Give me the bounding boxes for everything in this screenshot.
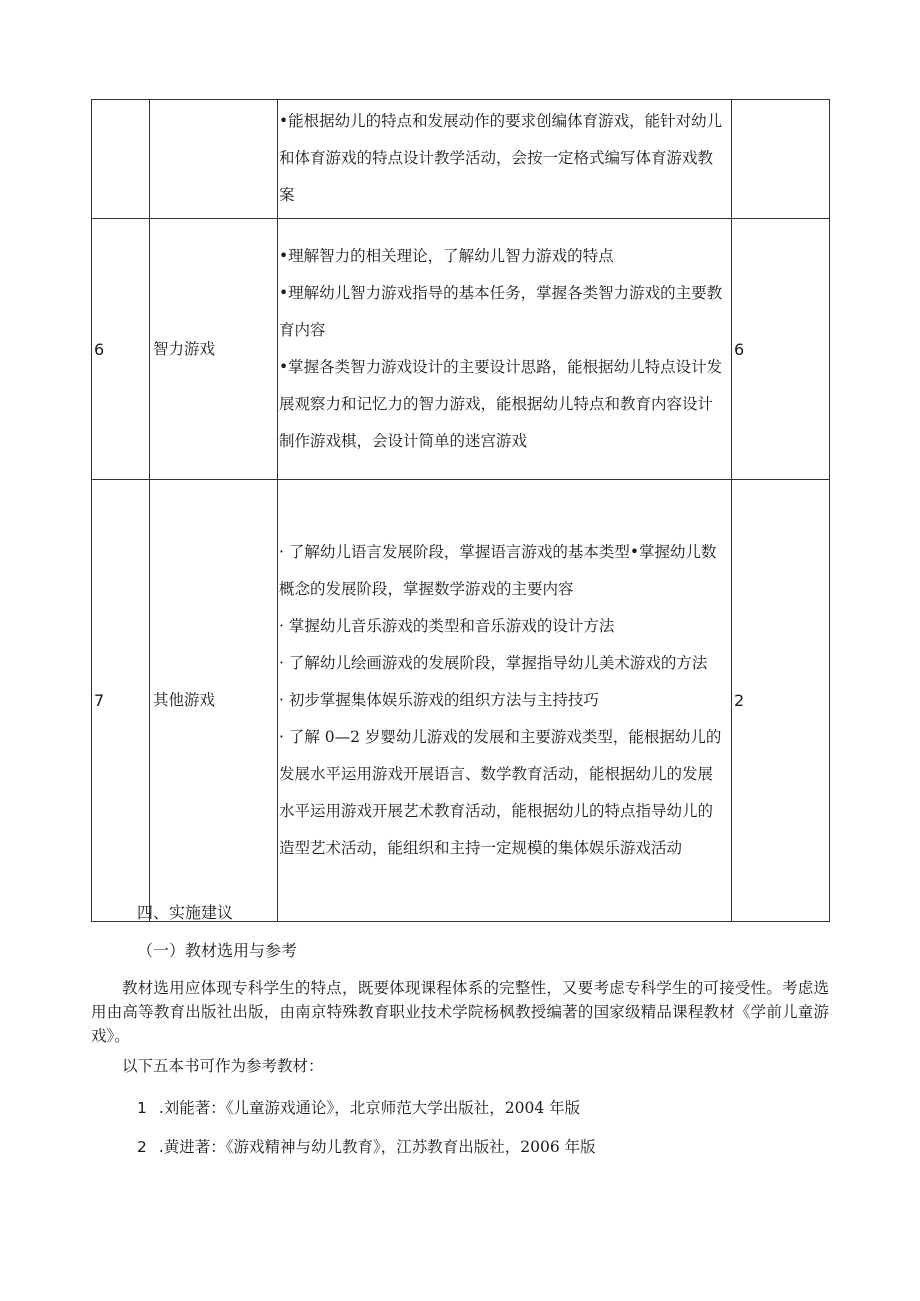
cell-hours bbox=[732, 100, 830, 219]
table-row bbox=[92, 100, 830, 219]
cell-goals bbox=[278, 480, 732, 922]
cell-unit-name bbox=[150, 100, 278, 219]
goal-item: •掌握各类智力游戏设计的主要设计思路，能根据幼儿特点设计发展观察力和记忆力的智力游戏，能根据幼儿特点和教育内容设计制作游戏棋，会设计简单的迷宫游戏 bbox=[279, 357, 723, 450]
goal-item: · 了解幼儿语言发展阶段，掌握语言游戏的基本类型•掌握幼儿数概念的发展阶段，掌握数学游戏的主要内容 bbox=[279, 542, 717, 598]
cell-number: 6 bbox=[92, 219, 150, 480]
cell-goals bbox=[278, 100, 732, 219]
paragraph-textbook: 教材选用应体现专科学生的特点，既要体现课程体系的完整性，又要考虑专科学生的可接受性。考虑选用由高等教育出版社出版，由南京特殊教育职业技术学院杨枫教授编著的国家级精品课程教材《学前儿童游戏》。 bbox=[91, 979, 829, 1045]
paragraph-references-intro: 以下五本书可作为参考教材： bbox=[122, 1057, 324, 1075]
reference-text: .刘能著：《儿童游戏通论》，北京师范大学出版社，2004 年版 bbox=[158, 1099, 581, 1117]
cell-number: 7 bbox=[92, 480, 150, 922]
goal-item: · 初步掌握集体娱乐游戏的组织方法与主持技巧 bbox=[279, 690, 599, 709]
reference-text: .黄进著：《游戏精神与幼儿教育》，江苏教育出版社，2006 年版 bbox=[158, 1138, 596, 1156]
cell-unit-name: 其他游戏 bbox=[150, 480, 278, 922]
goal-item: · 掌握幼儿音乐游戏的类型和音乐游戏的设计方法 bbox=[279, 616, 615, 635]
goal-item: •能根据幼儿的特点和发展动作的要求创编体育游戏，能针对幼儿和体育游戏的特点设计教学活动，会按一定格式编写体育游戏教案 bbox=[279, 112, 723, 204]
table-row bbox=[92, 480, 830, 922]
section-heading: 四、实施建议 bbox=[137, 903, 234, 922]
reference-item bbox=[137, 1137, 596, 1157]
curriculum-table bbox=[91, 99, 830, 922]
table-row bbox=[92, 219, 830, 480]
reference-item bbox=[137, 1098, 580, 1118]
goal-item: •理解智力的相关理论，了解幼儿智力游戏的特点 bbox=[279, 246, 614, 265]
cell-number bbox=[92, 100, 150, 219]
cell-goals bbox=[278, 219, 732, 480]
cell-unit-name: 智力游戏 bbox=[150, 219, 278, 480]
goal-item: · 了解 0—2 岁婴幼儿游戏的发展和主要游戏类型，能根据幼儿的发展水平运用游戏开展语言、数学教育活动，能根据幼儿的发展水平运用游戏开展艺术教育活动，能根据幼儿的特点指导幼儿的造型艺术活动，能组织和主持一定规模的集体娱乐游戏活动 bbox=[279, 727, 722, 857]
goal-item: •理解幼儿智力游戏指导的基本任务，掌握各类智力游戏的主要教育内容 bbox=[279, 283, 723, 339]
goal-item: · 了解幼儿绘画游戏的发展阶段，掌握指导幼儿美术游戏的方法 bbox=[279, 653, 708, 672]
cell-hours: 6 bbox=[732, 219, 830, 480]
cell-hours: 2 bbox=[732, 480, 830, 922]
reference-number: 1 bbox=[137, 1099, 147, 1117]
reference-number: 2 bbox=[137, 1138, 147, 1156]
subsection-heading: （一）教材选用与参考 bbox=[137, 941, 298, 960]
